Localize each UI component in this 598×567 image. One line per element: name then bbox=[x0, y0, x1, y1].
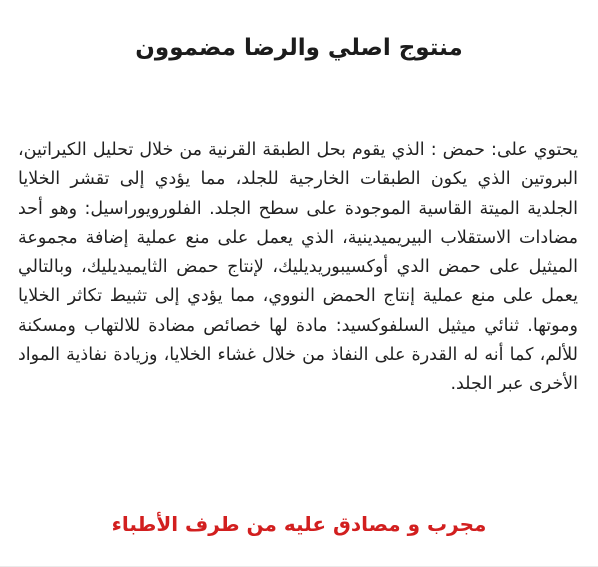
doctor-approved-tagline: مجرب و مصادق عليه من طرف الأطباء bbox=[111, 512, 487, 536]
ingredients-description: يحتوي على: حمض : الذي يقوم بحل الطبقة القرنية من خلال تحليل الكيراتين، البروتين الذي يكون الطبقات الخارجية للجلد، مما يؤدي إلى تقشر الخلايا الجلدية الميتة القاسية الموجودة على سطح الجلد. الفلورويوراسيل: وهو أحد مضادات الاستقلاب البيريميدينية، الذي يعمل على منع عملية إضافة مجموعة الميثيل على حمض الدي أوكسيبوريديليك، لإنتاج حمض الثايميديليك، وبالتالي يعمل على منع عملية إنتاج الحمض النووي، مما يؤدي إلى تثبيط تكاثر الخلايا وموتها. ثنائي ميثيل السلفوكسيد: مادة لها خصائص مضادة للالتهاب ومسكنة للألم، كما أنه له القدرة على النفاذ من خلال غشاء الخلايا، وزيادة نفاذية المواد الأخرى عبر الجلد. bbox=[18, 140, 578, 395]
page-title: منتوج اصلي والرضا مضموون bbox=[135, 35, 463, 61]
